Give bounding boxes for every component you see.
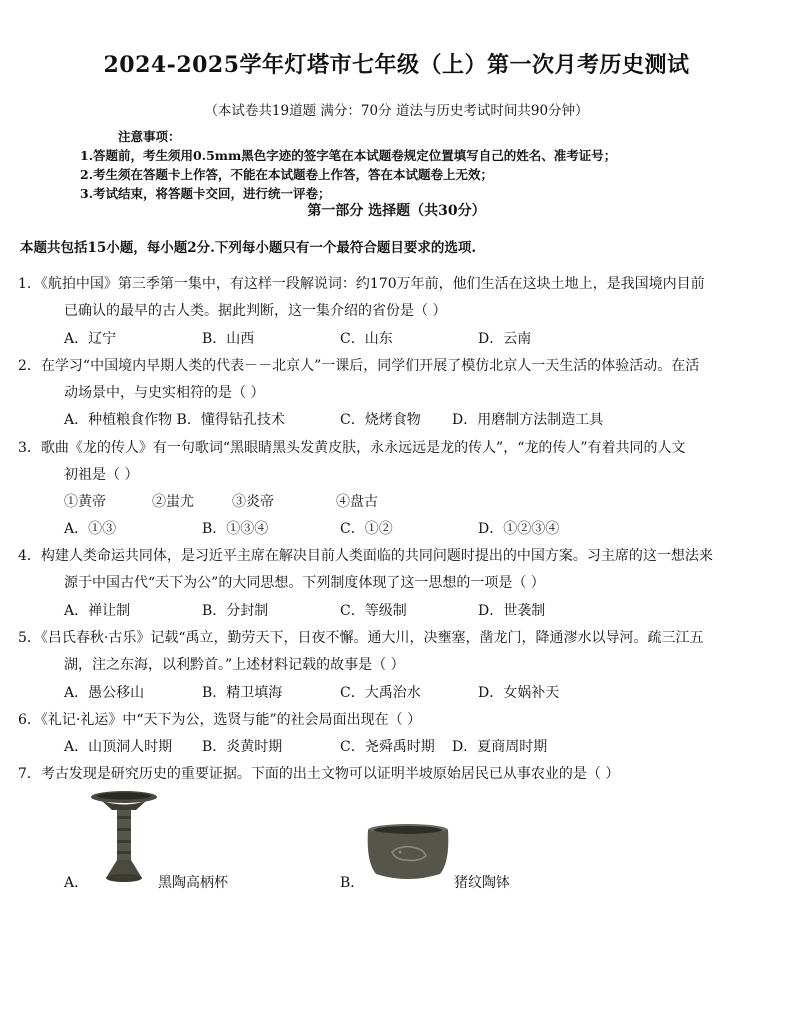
question-5-options bbox=[64, 682, 764, 702]
option-d: D．云南 bbox=[478, 331, 532, 347]
item-1: ①黄帝 bbox=[64, 494, 106, 510]
notes-heading: 注意事项： bbox=[118, 129, 181, 144]
option-a: A．辽宁 bbox=[64, 331, 117, 347]
question-6-option-b: B．炎黄时期 bbox=[202, 739, 283, 755]
pig-pattern-pottery-bowl-image bbox=[366, 822, 450, 884]
question-3-options bbox=[64, 518, 764, 538]
option-c: C．大禹治水 bbox=[340, 685, 421, 701]
question-4-options bbox=[64, 600, 764, 620]
section-instruction: 本题共包括15小题，每小题2分.下列每小题只有一个最符合题目要求的选项. bbox=[20, 240, 477, 256]
option-c: C．等级制 bbox=[340, 603, 407, 619]
question-3-line-2: 初祖是（ ） bbox=[64, 467, 139, 483]
question-1-options bbox=[64, 328, 764, 348]
section-title: 第一部分 选择题（共30分） bbox=[307, 203, 486, 219]
question-7-line-1: 7．考古发现是研究历史的重要证据。下面的出土文物可以证明半坡原始居民已从事农业的是（ ） bbox=[18, 766, 620, 782]
question-5-line-2: 湖，注之东海，以利黔首。”上述材料记载的故事是（ ） bbox=[64, 657, 405, 673]
option-b: B．山西 bbox=[202, 331, 255, 347]
option-a: A．①③ bbox=[64, 521, 117, 537]
question-4-line-2: 源于中国古代“天下为公”的大同思想。下列制度体现了这一思想的一项是（ ） bbox=[64, 575, 545, 591]
question-3-items bbox=[64, 491, 764, 511]
question-2-line-1: 2．在学习“中国境内早期人类的代表－－北京人”一课后，同学们开展了模仿北京人一天生活的体验活动。在活 bbox=[18, 358, 700, 374]
question-6-option-a: A．山顶洞人时期 bbox=[64, 739, 173, 755]
option-c: C．山东 bbox=[340, 331, 393, 347]
option-c: C．①② bbox=[340, 521, 393, 537]
notes-item: 2.考生须在答题卡上作答，不能在本试题卷上作答，答在本试题卷上无效； bbox=[80, 167, 494, 182]
question-2-option-ab: A．种植粮食作物 B．懂得钻孔技术 bbox=[64, 412, 285, 428]
question-6-option-d: D．夏商周时期 bbox=[452, 739, 548, 755]
question-1-line-2: 已确认的最早的古人类。据此判断，这一集介绍的省份是（ ） bbox=[64, 303, 447, 319]
question-4-line-1: 4．构建人类命运共同体，是习近平主席在解决目前人类面临的共同问题时提出的中国方案。习主席的这一想法来 bbox=[18, 548, 713, 564]
option-d: D．世袭制 bbox=[478, 603, 546, 619]
notes-item: 3.考试结束，将答题卡交回，进行统一评卷； bbox=[80, 186, 331, 201]
option-b: B．分封制 bbox=[202, 603, 269, 619]
item-4: ④盘古 bbox=[336, 494, 378, 510]
question-7-option-b-letter: B． bbox=[340, 875, 365, 891]
black-pottery-cup-image bbox=[88, 788, 160, 888]
question-7-option-a-letter: A． bbox=[64, 875, 89, 891]
question-1-line-1: 1．《航拍中国》第三季第一集中，有这样一段解说词：约170万年前，他们生活在这块土地上，是我国境内目前 bbox=[18, 276, 705, 292]
question-2-option-d: D．用磨制方法制造工具 bbox=[452, 412, 604, 428]
question-7-option-a-caption: 黑陶高柄杯 bbox=[158, 875, 228, 891]
notes-item: 1.答题前，考生须用0.5mm黑色字迹的签字笔在本试题卷规定位置填写自己的姓名、准考证号； bbox=[80, 148, 617, 163]
question-5-line-1: 5．《吕氏春秋·古乐》记载“禹立，勤劳天下，日夜不懈。通大川，决壅塞，凿龙门，降通漻水以导河。疏三江五 bbox=[18, 630, 704, 646]
question-2-line-2: 动场景中，与史实相符的是（ ） bbox=[64, 385, 265, 401]
option-b: B．①③④ bbox=[202, 521, 269, 537]
question-6-line-1: 6．《礼记·礼运》中“天下为公，选贤与能”的社会局面出现在（ ） bbox=[18, 712, 422, 728]
question-6-option-c: C．尧舜禹时期 bbox=[340, 739, 435, 755]
exam-title: 2024-2025学年灯塔市七年级（上）第一次月考历史测试 bbox=[103, 52, 690, 78]
option-d: D．①②③④ bbox=[478, 521, 560, 537]
exam-subtitle: （本试卷共19道题 满分：70分 道法与历史考试时间共90分钟） bbox=[204, 103, 589, 119]
option-d: D．女娲补天 bbox=[478, 685, 560, 701]
item-2: ②蚩尤 bbox=[152, 494, 194, 510]
question-7-option-b-caption: 猪纹陶钵 bbox=[454, 875, 510, 891]
option-a: A．禅让制 bbox=[64, 603, 131, 619]
option-a: A．愚公移山 bbox=[64, 685, 145, 701]
item-3: ③炎帝 bbox=[232, 494, 274, 510]
question-3-line-1: 3．歌曲《龙的传人》有一句歌词“黑眼睛黑头发黄皮肤，永永远远是龙的传人”，“龙的传人”有着共同的人文 bbox=[18, 440, 686, 456]
notes-block bbox=[80, 127, 616, 203]
option-b: B．精卫填海 bbox=[202, 685, 283, 701]
question-2-option-c: C．烧烤食物 bbox=[340, 412, 421, 428]
